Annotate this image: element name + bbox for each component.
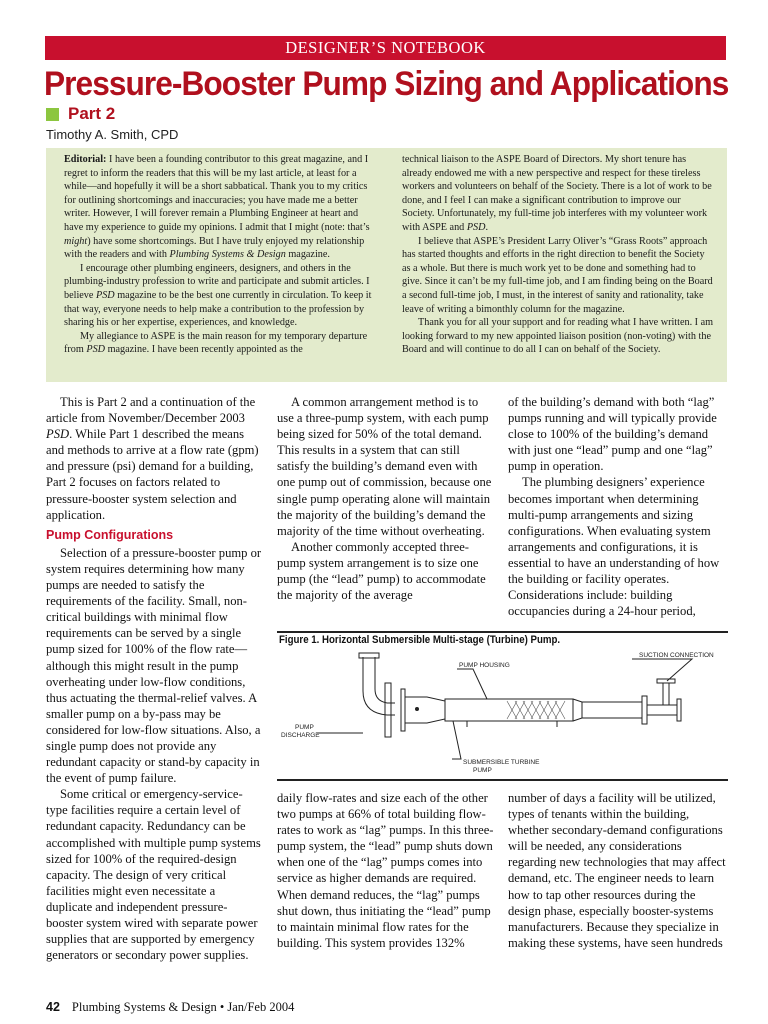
text-span: . While Part 1 described the means and methods to arrive at a flow rate (gpm) and pressure (psi) demand for a building, Part 2 focuses on factors related to pressure-booster system selection and application. (46, 427, 259, 522)
flange-right (642, 696, 647, 724)
page-footer (46, 1000, 294, 1015)
text-span: ) have some shortcomings. But I have truly enjoyed my relationship with the readers and with (64, 235, 365, 261)
author-byline: Timothy A. Smith, CPD (46, 127, 179, 142)
body-column-2-top (277, 394, 495, 603)
motor-section (582, 702, 642, 718)
discharge-flange (359, 653, 379, 658)
suction-pipe (647, 705, 677, 715)
text-span: My allegiance to ASPE is the main reason for my temporary departure from (64, 330, 368, 356)
editorial-paragraph (64, 330, 376, 357)
text-span: magazine to be the best one currently in circulation. To keep it that way, everyone needs to help make a contribution to the profession by sharing his or her expertise, experiences, and knowledge. (64, 289, 372, 329)
text-span: I have been a founding contributor to this great magazine, and I regret to inform the readers that this will be my last article, at least for a while—and hopefully it will be a short sabbatical. Thank you to my critics for outlining shortcomings and inaccuracies; you have made me a better writer. However, I will forever remain a Plumbing Engineer at heart and have my experience to guide my opinions. I admit that I might (note: that’s (64, 154, 370, 233)
body-column-3-bottom (508, 790, 728, 951)
italic-span: PSD (86, 344, 106, 356)
editorial-label: Editorial: (64, 154, 107, 165)
article-title: Pressure-Booster Pump Sizing and Applications (44, 65, 729, 103)
editorial-paragraph (64, 153, 376, 262)
editorial-paragraph: I believe that ASPE’s President Larry Oliver’s “Grass Roots” approach has started thoughts and efforts in the right direction to benefit the Society as a whole. But there is much work yet to be done and something had to give. Since it can’t be my full-time job, and I am finding being on the Board a second full-time job, I must, in the interest of sanity and rationality, take leave of writing a bimonthly column for the magazine. (402, 235, 713, 315)
leader-turbine (452, 721, 461, 759)
italic-span: PSD (95, 289, 115, 301)
flange-mid (401, 689, 405, 731)
body-paragraph: daily flow-rates and size each of the other two pumps at 66% of total building flow-rates to work as “lag” pumps. In this three-pump system, the “lead” pump shuts down when one of the “lag” pumps comes into service as higher demands are required. When demand reduces, the “lag” pumps shut down, thus initiating the “lead” pump to maintain minimal flow rates for the building. This system provides 132% (277, 791, 494, 950)
figure-top-rule (277, 631, 728, 633)
label-pump-housing: PUMP HOUSING (459, 662, 510, 669)
text-span: I encourage other plumbing engineers, designers, and others in the plumbing-industry profession to write and participate and submit articles. I believe (64, 262, 370, 301)
body-column-3-top (508, 394, 728, 619)
label-turbine-2: PUMP (473, 767, 492, 774)
body-paragraph: Another commonly accepted three-pump system arrangement is to size one pump (the “lead” pump) to accommodate the majority of the average (277, 539, 486, 603)
figure-bottom-rule (277, 779, 728, 781)
italic-span: Plumbing Systems & Design (169, 249, 286, 261)
label-suction: SUCTION CONNECTION (639, 652, 714, 659)
section-banner: DESIGNER’S NOTEBOOK (45, 36, 726, 60)
body-paragraph: of the building’s demand with both “lag” pumps running and will typically provide close to 100% of the building’s demand with just one “lead” pump and one “lag” pump in operation. (508, 395, 717, 474)
label-turbine-1: SUBMERSIBLE TURBINE (463, 759, 540, 766)
text-span: . (485, 221, 489, 233)
label-discharge-1: PUMP (295, 724, 314, 731)
italic-span: might (64, 235, 88, 247)
text-span: magazine. I have been recently appointed as the (105, 344, 303, 356)
italic-span: PSD (466, 221, 486, 233)
figure-1 (277, 631, 728, 781)
page-number: 42 (46, 1000, 60, 1014)
discharge-elbow-outer (363, 657, 395, 715)
suction-riser (663, 683, 669, 705)
editorial-paragraph (64, 262, 376, 330)
suction-flange (657, 679, 675, 683)
text-span: magazine. (285, 249, 330, 261)
body-paragraph: Selection of a pressure-booster pump or system requires determining how many pumps are needed to satisfy the requirements of the facility. Small, noncritical buildings with minimal flow requirements can be served by a single pump sized for 100% of the flow rate—although this might result in the pump overheating under low-flow conditions, thus actuating the thermal-relief valves. A smaller pump on a by-pass may be considered for low-flow situations. Also, a single pump does not provide any redundant capacity or stand-by capacity in the event of pump failure. (46, 545, 262, 786)
pump-diagram (277, 649, 728, 779)
editorial-paragraph: Thank you for all your support and for reading what I have written. I am looking forward to my new appointed liaison position (non-voting) with the Board and will continue to do all I can on behalf of the Society. (402, 317, 714, 356)
leader-suction (632, 659, 692, 681)
body-column-1 (46, 394, 264, 963)
editorial-right-column (402, 153, 714, 382)
housing-taper (573, 699, 582, 721)
body-paragraph: A common arrangement method is to use a three-pump system, with each pump being sized for 50% of the total demand. This results in a system that can still satisfy the building’s demand even with one pump out of commission, because one single pump operating alone will maintain the majority of the building’s demand the majority of the time without overheating. (277, 395, 492, 538)
italic-span: PSD (46, 427, 70, 442)
pump-housing-body (445, 699, 573, 721)
body-paragraph: The plumbing designers’ experience becomes important when determining multi-pump arrangements and sizing configurations. When evaluating system arrangements and configurations, it is essential to have an understanding of how the building or facility operates. Considerations include: building occupancies during a 24-hour period, (508, 475, 720, 619)
body-paragraph: number of days a facility will be utilized, types of tenants within the building, whether secondary-demand configurations will be needed, any considerations regarding new technologies that may affect demand, etc. The engineer needs to learn how to tap other resources during the design phase, especially booster-systems manufacturers. Because they specialize in making these systems, have seen hundreds (508, 791, 726, 950)
part-label: Part 2 (68, 104, 116, 123)
end-cap (677, 699, 681, 721)
body-column-2-bottom (277, 790, 495, 951)
part-label-row (46, 103, 115, 125)
figure-caption: Figure 1. Horizontal Submersible Multi-stage (Turbine) Pump. (279, 634, 561, 646)
body-paragraph (46, 394, 264, 523)
flange-left (385, 683, 391, 737)
text-span: This is Part 2 and a continuation of the article from November/December 2003 (46, 395, 256, 426)
leader-housing (457, 669, 487, 699)
editorial-left-column (64, 153, 376, 382)
green-square-icon (46, 108, 59, 121)
editorial-box (46, 148, 727, 382)
editorial-paragraph (402, 153, 714, 235)
pump-head (405, 697, 445, 723)
body-paragraph: Some critical or emergency-service-type facilities require a certain level of redundant capacity. Redundancy can be accomplished with multiple pump systems sized for 100% of the required-design capacity. The design of very critical facilities might even necessitate a duplicate and independent pressure-booster system wired with separate power supplies that are supported by emergency generators or secondary power supplies. (46, 787, 261, 963)
footer-text: Plumbing Systems & Design • Jan/Feb 2004 (71, 1000, 295, 1014)
section-heading: Pump Configurations (46, 527, 174, 542)
text-span: technical liaison to the ASPE Board of Directors. My short tenure has already endowed me with a new perspective and respect for these tireless workers and volunteers on behalf of the Society. There is a lot of work to be done, and I feel I can make a significant contribution to improve our Society. Unfortunately, my full-time job interferes with my volunteer work with ASPE and (402, 154, 712, 233)
label-discharge-2: DISCHARGE (281, 732, 320, 739)
